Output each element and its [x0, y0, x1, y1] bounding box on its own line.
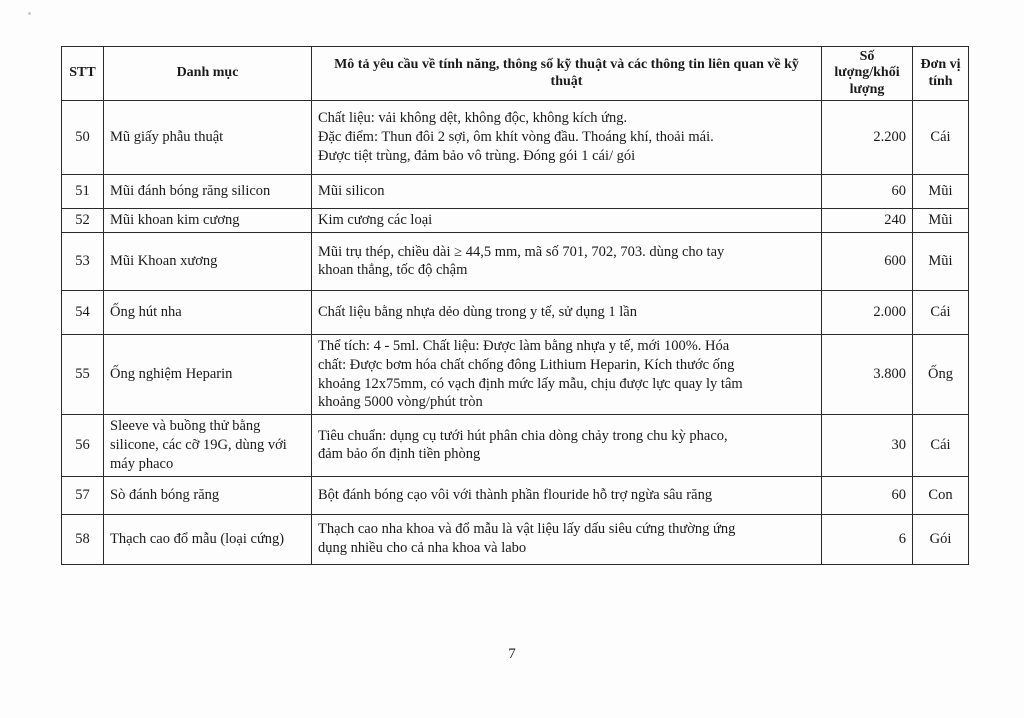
table-row: [62, 415, 969, 477]
description-line: Mũi trụ thép, chiều dài ≥ 44,5 mm, mã số 701, 702, 703. dùng cho tay: [318, 243, 725, 260]
specification-table: [61, 46, 969, 565]
description-line: Kim cương các loại: [318, 212, 433, 228]
cell-stt: 51: [62, 175, 104, 209]
cell-stt: 57: [62, 476, 104, 514]
description-line: Chất liệu: vải không dệt, không độc, không kích ứng.: [318, 110, 628, 127]
description-line: khoan thẳng, tốc độ chậm: [318, 262, 468, 279]
cell-quantity: 30: [822, 415, 913, 477]
cell-stt: 55: [62, 334, 104, 414]
cell-quantity: 6: [822, 514, 913, 564]
cell-quantity: 60: [822, 175, 913, 209]
cell-name: Mũi đánh bóng răng silicon: [104, 175, 312, 209]
page-number: 7: [508, 646, 516, 662]
table-body: [62, 101, 969, 565]
cell-name: Mũi Khoan xương: [104, 232, 312, 290]
cell-stt: 53: [62, 232, 104, 290]
header-unit: Đơn vị tính: [913, 47, 969, 101]
cell-unit: Cái: [913, 101, 969, 175]
scan-speck: [28, 12, 31, 15]
cell-name: Mũ giấy phẫu thuật: [104, 101, 312, 175]
cell-description: [312, 101, 822, 175]
table-row: [62, 209, 969, 233]
description-line: đảm bảo ổn định tiền phòng: [318, 446, 481, 463]
cell-unit: Cái: [913, 290, 969, 334]
cell-unit: Mũi: [913, 209, 969, 233]
description-line: Đặc điểm: Thun đôi 2 sợi, ôm khít vòng đầu. Thoáng khí, thoải mái.: [318, 129, 714, 146]
header-stt: STT: [62, 47, 104, 101]
cell-unit: Mũi: [913, 232, 969, 290]
cell-name: Thạch cao đổ mẫu (loại cứng): [104, 514, 312, 564]
description-line: Thể tích: 4 - 5ml. Chất liệu: Được làm bằng nhựa y tế, mới 100%. Hóa: [318, 337, 730, 354]
table-row: [62, 101, 969, 175]
cell-description: [312, 290, 822, 334]
cell-name: Sò đánh bóng răng: [104, 476, 312, 514]
cell-name: Mũi khoan kim cương: [104, 209, 312, 233]
cell-quantity: 600: [822, 232, 913, 290]
cell-unit: Gói: [913, 514, 969, 564]
header-description: Mô tả yêu cầu về tính năng, thông số kỹ thuật và các thông tin liên quan về kỹ thuật: [312, 47, 822, 101]
cell-name: Ống nghiệm Heparin: [104, 334, 312, 414]
header-name: Danh mục: [104, 47, 312, 101]
table-row: [62, 476, 969, 514]
description-line: Thạch cao nha khoa và đổ mẫu là vật liệu lấy dấu siêu cứng thường ứng: [318, 521, 736, 538]
table-row: [62, 290, 969, 334]
description-line: Mũi silicon: [318, 183, 385, 200]
cell-quantity: 2.200: [822, 101, 913, 175]
description-line: khoảng 5000 vòng/phút tròn: [318, 394, 483, 411]
description-line: dụng nhiều cho cả nha khoa và labo: [318, 540, 527, 557]
description-line: khoảng 12x75mm, có vạch định mức lấy mẫu, chịu được lực quay ly tâm: [318, 375, 743, 392]
cell-stt: 54: [62, 290, 104, 334]
table-row: [62, 175, 969, 209]
cell-unit: Mũi: [913, 175, 969, 209]
table-header-row: [62, 47, 969, 101]
header-quantity: Số lượng/khối lượng: [822, 47, 913, 101]
cell-quantity: 60: [822, 476, 913, 514]
cell-unit: Con: [913, 476, 969, 514]
cell-description: [312, 415, 822, 477]
cell-description: [312, 476, 822, 514]
cell-stt: 50: [62, 101, 104, 175]
table-row: [62, 514, 969, 564]
cell-description: [312, 175, 822, 209]
cell-name: Sleeve và buồng thử bằng silicone, các cỡ 19G, dùng với máy phaco: [104, 415, 312, 477]
cell-name: Ống hút nha: [104, 290, 312, 334]
table-row: [62, 334, 969, 414]
cell-quantity: 3.800: [822, 334, 913, 414]
cell-stt: 52: [62, 209, 104, 233]
description-line: Bột đánh bóng cạo vôi với thành phần flouride hỗ trợ ngừa sâu răng: [318, 486, 713, 503]
description-line: Chất liệu bằng nhựa dẻo dùng trong y tế, sử dụng 1 lần: [318, 303, 637, 320]
description-line: Tiêu chuẩn: dụng cụ tưới hút phân chia dòng chảy trong chu kỳ phaco,: [318, 427, 728, 444]
cell-quantity: 240: [822, 209, 913, 233]
table-row: [62, 232, 969, 290]
cell-description: [312, 209, 822, 233]
cell-unit: Cái: [913, 415, 969, 477]
cell-quantity: 2.000: [822, 290, 913, 334]
cell-description: [312, 232, 822, 290]
description-line: chất: Được bơm hóa chất chống đông Lithium Heparin, Kích thước ống: [318, 356, 735, 373]
cell-stt: 58: [62, 514, 104, 564]
cell-unit: Ống: [913, 334, 969, 414]
cell-description: [312, 334, 822, 414]
description-line: Được tiệt trùng, đảm bảo vô trùng. Đóng gói 1 cái/ gói: [318, 147, 636, 164]
cell-stt: 56: [62, 415, 104, 477]
cell-description: [312, 514, 822, 564]
